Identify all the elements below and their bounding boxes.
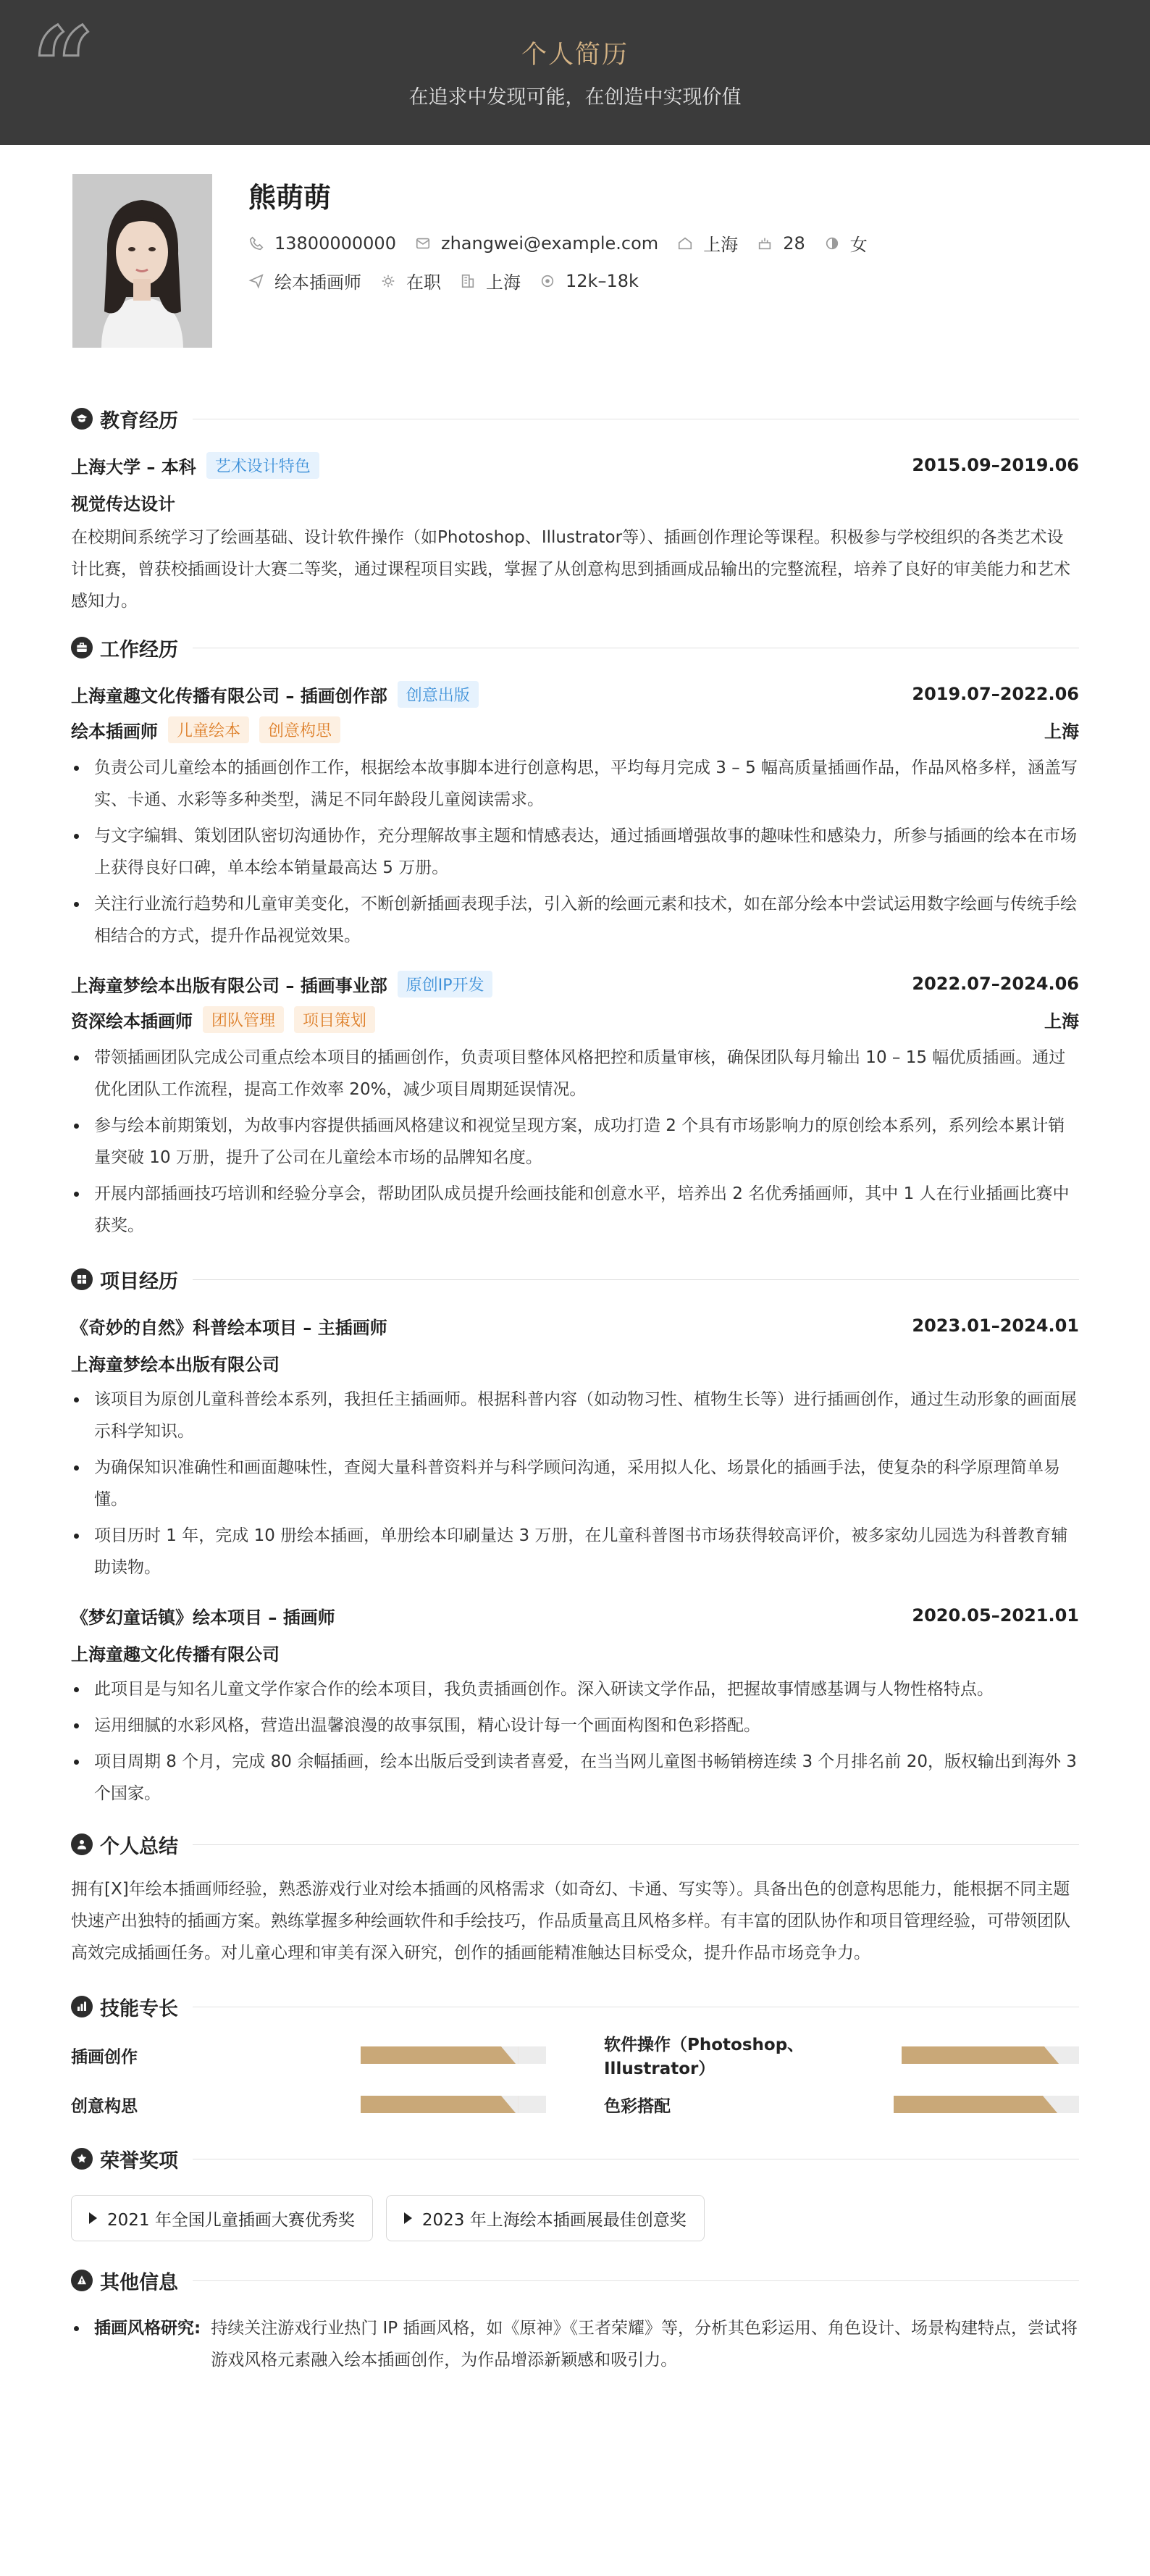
bar-chart-icon: [71, 1996, 93, 2017]
entry-header: [71, 1597, 1079, 1634]
skill-fill: [894, 2096, 1060, 2113]
project-date: 2020.05–2021.01: [912, 1605, 1079, 1626]
skill-fill: [361, 2046, 519, 2064]
list-item: 负责公司儿童绘本的插画创作工作，根据绘本故事脚本进行创意构思，平均每月完成 3 – 5 幅高质量插画作品，作品风格多样，涵盖写实、卡通、水彩等多种类型，满足不同年龄段儿童阅读需求。: [71, 752, 1079, 816]
salary-text: 12k–18k: [566, 270, 639, 291]
play-arrow-icon: [89, 2212, 97, 2224]
other-key: 插画风格研究:: [94, 2319, 201, 2338]
other-section: [71, 2260, 1079, 2376]
work-section: [71, 627, 1079, 1242]
section-title: 项目经历: [100, 1270, 178, 1293]
skills-grid: [71, 2038, 1079, 2121]
skill-item: [604, 2036, 1079, 2078]
location-text: 上海: [703, 235, 739, 255]
section-title: 工作经历: [100, 638, 178, 661]
major: 视觉传达设计: [71, 493, 175, 514]
skill-bar: [361, 2096, 546, 2113]
medal-icon: [71, 2148, 93, 2170]
skill-bar: [894, 2096, 1079, 2113]
entry-header: [71, 675, 1079, 713]
graduation-cap-icon: [71, 408, 93, 430]
project-org: 上海童趣文化传播有限公司: [71, 1644, 280, 1665]
section-title: 个人总结: [100, 1835, 178, 1858]
awards-section: [71, 2138, 1079, 2241]
candidate-name: 熊萌萌: [248, 182, 332, 214]
award-text: 2021 年全国儿童插画大赛优秀奖: [107, 2210, 355, 2230]
list-item: 运用细腻的水彩风格，营造出温馨浪漫的故事氛围，精心设计每一个画面构图和色彩搭配。: [71, 1710, 1079, 1741]
role-left: [71, 716, 340, 743]
other-info: [71, 2312, 1079, 2376]
section-title: 其他信息: [100, 2271, 178, 2294]
role-tag: 团队管理: [203, 1006, 284, 1033]
project-name: 《梦幻童话镇》绘本项目 – 插画师: [71, 1607, 335, 1628]
list-item: [71, 2312, 1079, 2376]
company-name: 上海童梦绘本出版有限公司 – 插画事业部: [71, 975, 387, 996]
section-title: 技能专长: [100, 1997, 178, 2020]
project-bullets: [71, 1384, 1079, 1584]
education-date: 2015.09–2019.06: [912, 455, 1079, 475]
section-header: [71, 1259, 1079, 1300]
skill-item: [71, 2038, 546, 2072]
project-entry: [71, 1597, 1079, 1810]
list-item: 项目历时 1 年，完成 10 册绘本插画，单册绘本印刷量达 3 万册，在儿童科普图书市场获得较高评价，被多家幼儿园选为科普教育辅助读物。: [71, 1520, 1079, 1584]
gender-item: [824, 230, 868, 256]
summary-section: [71, 1824, 1079, 1969]
divider: [193, 2280, 1079, 2281]
list-item: 项目周期 8 个月，完成 80 余幅插画，绘本出版后受到读者喜爱，在当当网儿童图书畅销榜连续 3 个月排名前 20，版权输出到海外 3 个国家。: [71, 1746, 1079, 1810]
role-row: [71, 1003, 1079, 1036]
award-chip: [71, 2195, 373, 2241]
quote-icon: “: [32, 4, 95, 131]
role-name: 资深绘本插画师: [71, 1011, 193, 1032]
coin-icon: [540, 273, 555, 289]
age-item: [757, 233, 805, 254]
skill-name: 色彩搭配: [604, 2096, 671, 2116]
avatar-portrait: [72, 174, 212, 348]
work-bullets: [71, 1042, 1079, 1242]
section-title: 教育经历: [100, 409, 178, 432]
cake-icon: [757, 235, 773, 251]
project-entry: [71, 1307, 1079, 1584]
list-item: 开展内部插画技巧培训和经验分享会，帮助团队成员提升绘画技能和创意水平，培养出 2 名优秀插画师，其中 1 人在行业插画比赛中获奖。: [71, 1178, 1079, 1242]
awards-list: [71, 2195, 1079, 2241]
skill-name: 创意构思: [71, 2096, 138, 2116]
position-text: 绘本插画师: [274, 272, 361, 293]
resume-header: [0, 0, 1150, 145]
list-item: 参与绘本前期策划，为故事内容提供插画风格建议和视觉呈现方案，成功打造 2 个具有市场影响力的原创绘本系列，系列绘本累计销量突破 10 万册，提升了公司在儿童绘本市场的品牌知名度。: [71, 1110, 1079, 1174]
skill-fill: [902, 2046, 1061, 2064]
education-section: [71, 398, 1079, 617]
skill-fill: [361, 2096, 519, 2113]
role-row: [71, 713, 1079, 746]
entry-left: [71, 452, 319, 479]
skill-bar: [902, 2046, 1079, 2064]
avatar: [72, 174, 212, 348]
role-tag: 创意构思: [259, 716, 340, 743]
education-tag: 艺术设计特色: [206, 452, 319, 479]
target-city-item: [460, 268, 521, 293]
send-icon: [248, 273, 264, 289]
work-bullets: [71, 752, 1079, 952]
status-text: 在职: [406, 272, 441, 293]
header-subtitle: 在追求中发现可能，在创造中实现价值: [408, 86, 742, 109]
role-name: 绘本插画师: [71, 721, 158, 742]
gender-icon: [824, 235, 840, 251]
info-icon: [71, 2270, 93, 2291]
list-item: 此项目是与知名儿童文学作家合作的绘本项目，我负责插画创作。深入研读文学作品，把握故事情感基调与人物性格特点。: [71, 1673, 1079, 1705]
resume-body: [0, 145, 1150, 2376]
project-bullets: [71, 1673, 1079, 1810]
list-item: 为确保知识准确性和画面趣味性，查阅大量科普资料并与科学顾问沟通，采用拟人化、场景化的插画手法，使复杂的科学原理简单易懂。: [71, 1452, 1079, 1515]
briefcase-icon: [71, 637, 93, 658]
entry-left: [71, 681, 479, 708]
section-header: [71, 2138, 1079, 2179]
header-title: 个人简历: [521, 41, 629, 70]
company-tag: 创意出版: [398, 681, 479, 708]
role-tag: 项目策划: [294, 1006, 375, 1033]
user-icon: [71, 1833, 93, 1855]
email-text: zhangwei@example.com: [440, 233, 659, 254]
age-text: 28: [783, 233, 805, 254]
skills-section: [71, 1986, 1079, 2121]
building-icon: [460, 273, 476, 289]
mail-icon: [415, 235, 431, 251]
section-header: [71, 627, 1079, 668]
award-chip: [386, 2195, 705, 2241]
contact-row: [248, 230, 886, 256]
skill-item: [71, 2088, 546, 2121]
phone-item: [248, 233, 396, 254]
list-item: 关注行业流行趋势和儿童审美变化，不断创新插画表现手法，引入新的绘画元素和技术，如在部分绘本中尝试运用数字绘画与传统手绘相结合的方式，提升作品视觉效果。: [71, 888, 1079, 952]
school-name: 上海大学 – 本科: [71, 456, 196, 477]
section-header: [71, 1986, 1079, 2027]
list-item: 与文字编辑、策划团队密切沟通协作，充分理解故事主题和情感表达，通过插画增强故事的趣味性和感染力，所参与插画的绘本在市场上获得良好口碑，单本绘本销量最高达 5 万册。: [71, 820, 1079, 884]
target-city-text: 上海: [486, 272, 521, 293]
grid-icon: [71, 1268, 93, 1290]
role-tag: 儿童绘本: [168, 716, 249, 743]
section-header: [71, 398, 1079, 439]
job-intent-row: [248, 268, 658, 293]
work-city: 上海: [1044, 1011, 1079, 1032]
summary-text: 拥有[X]年绘本插画师经验，熟悉游戏行业对绘本插画的风格需求（如奇幻、卡通、写实等）。具备出色的创意构思能力，能根据不同主题快速产出独特的插画方案。熟练掌握多种绘画软件和手绘技巧，作品质量高且风格多样。有丰富的团队协作和项目管理经验，可带领团队高效完成插画任务。对儿童心理和审美有深入研究，创作的插画能精准触达目标受众，提升作品市场竞争力。: [71, 1880, 1070, 1962]
projects-section: [71, 1259, 1079, 1810]
work-entry: [71, 675, 1079, 952]
gear-icon: [380, 273, 396, 289]
skill-name: 软件操作（Photoshop、Illustrator）: [604, 2036, 805, 2078]
entry-left: [71, 971, 492, 998]
company-name: 上海童趣文化传播有限公司 – 插画创作部: [71, 685, 387, 706]
project-org: 上海童梦绘本出版有限公司: [71, 1354, 280, 1375]
skill-item: [604, 2088, 1079, 2121]
work-city: 上海: [1044, 721, 1079, 742]
work-date: 2022.07–2024.06: [912, 974, 1079, 994]
status-item: [380, 268, 441, 293]
skill-bar: [361, 2046, 546, 2064]
other-value: 持续关注游戏行业热门 IP 插画风格，如《原神》《王者荣耀》等，分析其色彩运用、角色设计、场景构建特点，尝试将游戏风格元素融入绘本插画创作，为作品增添新颖感和吸引力。: [211, 2319, 1078, 2370]
company-tag: 原创IP开发: [398, 971, 493, 998]
skill-name: 插画创作: [71, 2047, 138, 2067]
profile-block: [71, 145, 1079, 391]
list-item: 带领插画团队完成公司重点绘本项目的插画创作，负责项目整体风格把控和质量审核，确保团队每月输出 10 – 15 幅优质插画。通过优化团队工作流程，提高工作效率 20%，减少项目周期延误情况。: [71, 1042, 1079, 1105]
education-entry: [71, 446, 1079, 617]
education-desc: 在校期间系统学习了绘画基础、设计软件操作（如Photoshop、Illustrator等）、插画创作理论等课程。积极参与学校组织的各类艺术设计比赛，曾获校插画设计大赛二等奖，通过课程项目实践，掌握了从创意构思到插画成品输出的完整流程，培养了良好的审美能力和艺术感知力。: [71, 528, 1070, 611]
award-text: 2023 年上海绘本插画展最佳创意奖: [421, 2210, 687, 2230]
home-icon: [677, 235, 693, 251]
project-date: 2023.01–2024.01: [912, 1316, 1079, 1336]
email-item: [415, 233, 658, 254]
section-title: 荣誉奖项: [100, 2149, 178, 2173]
entry-header: [71, 1307, 1079, 1345]
salary-item: [540, 271, 639, 291]
phone-icon: [248, 235, 264, 251]
entry-header: [71, 446, 1079, 484]
play-arrow-icon: [404, 2212, 412, 2224]
list-item: 该项目为原创儿童科普绘本系列，我担任主插画师。根据科普内容（如动物习性、植物生长等）进行插画创作，通过生动形象的画面展示科学知识。: [71, 1384, 1079, 1447]
section-header: [71, 1824, 1079, 1865]
work-entry: [71, 965, 1079, 1242]
gender-text: 女: [849, 235, 868, 255]
work-date: 2019.07–2022.06: [912, 684, 1079, 704]
position-item: [248, 268, 361, 293]
entry-header: [71, 965, 1079, 1003]
phone-text: 13800000000: [274, 233, 396, 254]
location-item: [677, 230, 738, 256]
divider: [193, 1279, 1079, 1280]
role-left: [71, 1006, 375, 1033]
divider: [193, 1844, 1079, 1845]
project-name: 《奇妙的自然》科普绘本项目 – 主插画师: [71, 1317, 387, 1338]
section-header: [71, 2260, 1079, 2301]
